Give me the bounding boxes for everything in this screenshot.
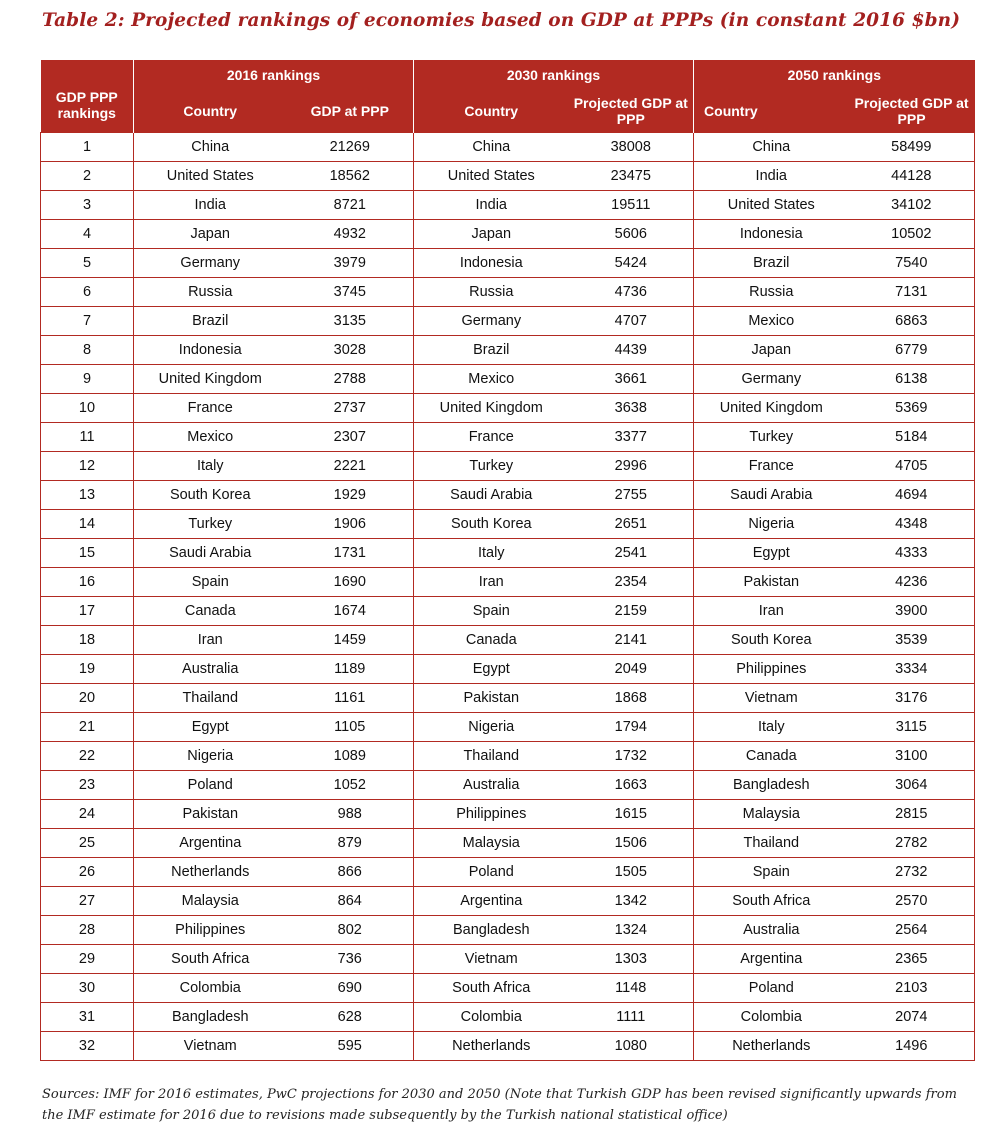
gdp-2030-cell: 2651 bbox=[569, 510, 694, 539]
gdp-2050-cell: 2815 bbox=[849, 800, 975, 829]
country-2030-cell: Turkey bbox=[414, 452, 569, 481]
gdp-2016-cell: 2221 bbox=[287, 452, 414, 481]
rank-cell: 11 bbox=[41, 423, 134, 452]
gdp-2030-cell: 2755 bbox=[569, 481, 694, 510]
country-2050-cell: Canada bbox=[694, 742, 849, 771]
gdp-2030-cell: 2159 bbox=[569, 597, 694, 626]
country-2030-cell: Nigeria bbox=[414, 713, 569, 742]
gdp-2016-cell: 4932 bbox=[287, 220, 414, 249]
gdp-2030-cell: 3638 bbox=[569, 394, 694, 423]
table-row bbox=[41, 423, 975, 452]
country-2050-cell: Indonesia bbox=[694, 220, 849, 249]
gdp-2050-cell: 10502 bbox=[849, 220, 975, 249]
country-2030-cell: Philippines bbox=[414, 800, 569, 829]
country-2030-cell: Colombia bbox=[414, 1003, 569, 1032]
gdp-2016-cell: 1052 bbox=[287, 771, 414, 800]
gdp-2050-cell: 4236 bbox=[849, 568, 975, 597]
country-2016-cell: Philippines bbox=[134, 916, 287, 945]
table-row bbox=[41, 771, 975, 800]
country-2050-cell: Turkey bbox=[694, 423, 849, 452]
country-2030-cell: Pakistan bbox=[414, 684, 569, 713]
country-2050-cell: Egypt bbox=[694, 539, 849, 568]
gdp-2030-cell: 1663 bbox=[569, 771, 694, 800]
rank-cell: 30 bbox=[41, 974, 134, 1003]
rank-cell: 1 bbox=[41, 133, 134, 162]
rank-cell: 12 bbox=[41, 452, 134, 481]
rank-cell: 13 bbox=[41, 481, 134, 510]
country-2016-cell: Thailand bbox=[134, 684, 287, 713]
table-row bbox=[41, 1032, 975, 1061]
header-gdp-2016: GDP at PPP bbox=[287, 90, 414, 133]
table-row bbox=[41, 162, 975, 191]
table-row bbox=[41, 974, 975, 1003]
rank-cell: 4 bbox=[41, 220, 134, 249]
sources-note: Sources: IMF for 2016 estimates, PwC projections for 2030 and 2050 (Note that Turkish GDP has been revised significantly upwards from the IMF estimate for 2016 due to revisions made subsequently by the Turkish national statistical office) bbox=[42, 1087, 957, 1123]
rank-cell: 7 bbox=[41, 307, 134, 336]
gdp-2030-cell: 1148 bbox=[569, 974, 694, 1003]
rank-cell: 16 bbox=[41, 568, 134, 597]
header-country-2030: Country bbox=[414, 90, 569, 133]
gdp-2030-cell: 1868 bbox=[569, 684, 694, 713]
country-2016-cell: Australia bbox=[134, 655, 287, 684]
table-row bbox=[41, 394, 975, 423]
country-2016-cell: Malaysia bbox=[134, 887, 287, 916]
gdp-2030-cell: 2141 bbox=[569, 626, 694, 655]
country-2030-cell: Iran bbox=[414, 568, 569, 597]
country-2050-cell: Argentina bbox=[694, 945, 849, 974]
country-2050-cell: Saudi Arabia bbox=[694, 481, 849, 510]
table-row bbox=[41, 887, 975, 916]
country-2030-cell: Mexico bbox=[414, 365, 569, 394]
country-2050-cell: Australia bbox=[694, 916, 849, 945]
country-2030-cell: Argentina bbox=[414, 887, 569, 916]
gdp-2050-cell: 5369 bbox=[849, 394, 975, 423]
gdp-2030-cell: 5606 bbox=[569, 220, 694, 249]
table-row bbox=[41, 307, 975, 336]
gdp-2030-cell: 1732 bbox=[569, 742, 694, 771]
country-2030-cell: Spain bbox=[414, 597, 569, 626]
country-2030-cell: Japan bbox=[414, 220, 569, 249]
country-2050-cell: United States bbox=[694, 191, 849, 220]
country-2050-cell: Poland bbox=[694, 974, 849, 1003]
gdp-2050-cell: 3176 bbox=[849, 684, 975, 713]
rank-cell: 22 bbox=[41, 742, 134, 771]
table-row bbox=[41, 684, 975, 713]
header-country-2050: Country bbox=[694, 90, 849, 133]
table-title: Table 2: Projected rankings of economies based on GDP at PPPs (in constant 2016 $bn) bbox=[42, 10, 961, 31]
rank-cell: 2 bbox=[41, 162, 134, 191]
country-2016-cell: Turkey bbox=[134, 510, 287, 539]
gdp-2050-cell: 5184 bbox=[849, 423, 975, 452]
gdp-2050-cell: 1496 bbox=[849, 1032, 975, 1061]
country-2030-cell: United States bbox=[414, 162, 569, 191]
country-2050-cell: Thailand bbox=[694, 829, 849, 858]
gdp-2050-cell: 2732 bbox=[849, 858, 975, 887]
gdp-2016-cell: 988 bbox=[287, 800, 414, 829]
gdp-2030-cell: 5424 bbox=[569, 249, 694, 278]
gdp-2016-cell: 628 bbox=[287, 1003, 414, 1032]
gdp-2016-cell: 3979 bbox=[287, 249, 414, 278]
country-2016-cell: India bbox=[134, 191, 287, 220]
gdp-2030-cell: 4736 bbox=[569, 278, 694, 307]
table-row bbox=[41, 916, 975, 945]
country-2030-cell: Italy bbox=[414, 539, 569, 568]
gdp-2016-cell: 1690 bbox=[287, 568, 414, 597]
country-2050-cell: Nigeria bbox=[694, 510, 849, 539]
country-2016-cell: Bangladesh bbox=[134, 1003, 287, 1032]
country-2016-cell: Spain bbox=[134, 568, 287, 597]
gdp-2050-cell: 4705 bbox=[849, 452, 975, 481]
country-2016-cell: Iran bbox=[134, 626, 287, 655]
gdp-2050-cell: 7540 bbox=[849, 249, 975, 278]
table-row bbox=[41, 249, 975, 278]
country-2016-cell: South Africa bbox=[134, 945, 287, 974]
gdp-2050-cell: 2074 bbox=[849, 1003, 975, 1032]
gdp-2030-cell: 1303 bbox=[569, 945, 694, 974]
rank-cell: 9 bbox=[41, 365, 134, 394]
country-2050-cell: Japan bbox=[694, 336, 849, 365]
gdp-2016-cell: 1906 bbox=[287, 510, 414, 539]
table-row bbox=[41, 481, 975, 510]
gdp-2016-cell: 866 bbox=[287, 858, 414, 887]
rank-cell: 25 bbox=[41, 829, 134, 858]
country-2030-cell: Bangladesh bbox=[414, 916, 569, 945]
country-2016-cell: Russia bbox=[134, 278, 287, 307]
country-2016-cell: Colombia bbox=[134, 974, 287, 1003]
header-gdp-2050: Projected GDP at PPP bbox=[849, 90, 975, 133]
gdp-2050-cell: 34102 bbox=[849, 191, 975, 220]
gdp-2050-cell: 44128 bbox=[849, 162, 975, 191]
country-2050-cell: Pakistan bbox=[694, 568, 849, 597]
gdp-2030-cell: 3377 bbox=[569, 423, 694, 452]
country-2030-cell: Vietnam bbox=[414, 945, 569, 974]
gdp-2016-cell: 3135 bbox=[287, 307, 414, 336]
header-gdp-2030: Projected GDP at PPP bbox=[569, 90, 694, 133]
gdp-2030-cell: 1615 bbox=[569, 800, 694, 829]
gdp-2030-cell: 4707 bbox=[569, 307, 694, 336]
table-body bbox=[41, 133, 975, 1061]
country-2030-cell: South Africa bbox=[414, 974, 569, 1003]
country-2016-cell: China bbox=[134, 133, 287, 162]
country-2016-cell: Argentina bbox=[134, 829, 287, 858]
gdp-2016-cell: 1459 bbox=[287, 626, 414, 655]
rank-cell: 28 bbox=[41, 916, 134, 945]
country-2030-cell: Netherlands bbox=[414, 1032, 569, 1061]
country-2016-cell: United Kingdom bbox=[134, 365, 287, 394]
table-row bbox=[41, 510, 975, 539]
gdp-2030-cell: 2541 bbox=[569, 539, 694, 568]
gdp-2050-cell: 2103 bbox=[849, 974, 975, 1003]
country-2030-cell: Saudi Arabia bbox=[414, 481, 569, 510]
gdp-2016-cell: 2737 bbox=[287, 394, 414, 423]
country-2030-cell: United Kingdom bbox=[414, 394, 569, 423]
table-row bbox=[41, 597, 975, 626]
table-row bbox=[41, 539, 975, 568]
table-row bbox=[41, 365, 975, 394]
country-2030-cell: Egypt bbox=[414, 655, 569, 684]
table-row bbox=[41, 655, 975, 684]
table-row bbox=[41, 220, 975, 249]
gdp-2050-cell: 6779 bbox=[849, 336, 975, 365]
rank-cell: 17 bbox=[41, 597, 134, 626]
country-2050-cell: India bbox=[694, 162, 849, 191]
country-2050-cell: Netherlands bbox=[694, 1032, 849, 1061]
gdp-2050-cell: 3064 bbox=[849, 771, 975, 800]
country-2030-cell: Brazil bbox=[414, 336, 569, 365]
gdp-2050-cell: 4694 bbox=[849, 481, 975, 510]
table-row bbox=[41, 742, 975, 771]
country-2030-cell: Australia bbox=[414, 771, 569, 800]
country-2030-cell: Malaysia bbox=[414, 829, 569, 858]
gdp-2050-cell: 3334 bbox=[849, 655, 975, 684]
rank-cell: 5 bbox=[41, 249, 134, 278]
gdp-2016-cell: 802 bbox=[287, 916, 414, 945]
gdp-2050-cell: 3900 bbox=[849, 597, 975, 626]
gdp-2050-cell: 58499 bbox=[849, 133, 975, 162]
country-2016-cell: South Korea bbox=[134, 481, 287, 510]
country-2030-cell: Canada bbox=[414, 626, 569, 655]
gdp-2050-cell: 4333 bbox=[849, 539, 975, 568]
table-row bbox=[41, 626, 975, 655]
gdp-2016-cell: 3745 bbox=[287, 278, 414, 307]
country-2016-cell: Netherlands bbox=[134, 858, 287, 887]
table-row bbox=[41, 800, 975, 829]
country-2016-cell: Japan bbox=[134, 220, 287, 249]
rank-cell: 24 bbox=[41, 800, 134, 829]
country-2030-cell: India bbox=[414, 191, 569, 220]
country-2016-cell: Vietnam bbox=[134, 1032, 287, 1061]
country-2030-cell: Russia bbox=[414, 278, 569, 307]
gdp-2016-cell: 2307 bbox=[287, 423, 414, 452]
gdp-2030-cell: 1342 bbox=[569, 887, 694, 916]
rank-cell: 6 bbox=[41, 278, 134, 307]
table-row bbox=[41, 191, 975, 220]
country-2016-cell: Canada bbox=[134, 597, 287, 626]
country-2016-cell: Brazil bbox=[134, 307, 287, 336]
country-2016-cell: Germany bbox=[134, 249, 287, 278]
table-row bbox=[41, 713, 975, 742]
country-2030-cell: China bbox=[414, 133, 569, 162]
gdp-2030-cell: 1506 bbox=[569, 829, 694, 858]
gdp-2016-cell: 879 bbox=[287, 829, 414, 858]
country-2050-cell: Italy bbox=[694, 713, 849, 742]
gdp-rankings-table bbox=[40, 60, 975, 1061]
gdp-2050-cell: 2564 bbox=[849, 916, 975, 945]
country-2030-cell: Germany bbox=[414, 307, 569, 336]
gdp-2030-cell: 38008 bbox=[569, 133, 694, 162]
gdp-2030-cell: 2996 bbox=[569, 452, 694, 481]
rank-cell: 32 bbox=[41, 1032, 134, 1061]
country-2016-cell: Italy bbox=[134, 452, 287, 481]
country-2050-cell: South Africa bbox=[694, 887, 849, 916]
gdp-2016-cell: 1674 bbox=[287, 597, 414, 626]
rank-cell: 15 bbox=[41, 539, 134, 568]
header-country-2016: Country bbox=[134, 90, 287, 133]
rank-cell: 27 bbox=[41, 887, 134, 916]
gdp-2016-cell: 2788 bbox=[287, 365, 414, 394]
country-2030-cell: Poland bbox=[414, 858, 569, 887]
gdp-2016-cell: 736 bbox=[287, 945, 414, 974]
table-row bbox=[41, 858, 975, 887]
gdp-2016-cell: 1161 bbox=[287, 684, 414, 713]
header-2016-rankings: 2016 rankings bbox=[134, 60, 414, 90]
table-row bbox=[41, 133, 975, 162]
gdp-2050-cell: 6863 bbox=[849, 307, 975, 336]
gdp-2050-cell: 7131 bbox=[849, 278, 975, 307]
rank-cell: 10 bbox=[41, 394, 134, 423]
country-2050-cell: Mexico bbox=[694, 307, 849, 336]
rank-cell: 3 bbox=[41, 191, 134, 220]
country-2016-cell: Indonesia bbox=[134, 336, 287, 365]
country-2030-cell: France bbox=[414, 423, 569, 452]
gdp-2016-cell: 3028 bbox=[287, 336, 414, 365]
country-2050-cell: Russia bbox=[694, 278, 849, 307]
gdp-2030-cell: 4439 bbox=[569, 336, 694, 365]
country-2016-cell: Saudi Arabia bbox=[134, 539, 287, 568]
gdp-2016-cell: 21269 bbox=[287, 133, 414, 162]
gdp-2030-cell: 23475 bbox=[569, 162, 694, 191]
gdp-2030-cell: 1080 bbox=[569, 1032, 694, 1061]
table-row bbox=[41, 945, 975, 974]
table-row bbox=[41, 829, 975, 858]
gdp-2030-cell: 3661 bbox=[569, 365, 694, 394]
country-2050-cell: Brazil bbox=[694, 249, 849, 278]
rank-cell: 20 bbox=[41, 684, 134, 713]
rank-cell: 8 bbox=[41, 336, 134, 365]
table-row bbox=[41, 336, 975, 365]
country-2050-cell: South Korea bbox=[694, 626, 849, 655]
gdp-2050-cell: 3100 bbox=[849, 742, 975, 771]
header-2050-rankings: 2050 rankings bbox=[694, 60, 975, 90]
gdp-2016-cell: 864 bbox=[287, 887, 414, 916]
country-2016-cell: Nigeria bbox=[134, 742, 287, 771]
gdp-2050-cell: 3539 bbox=[849, 626, 975, 655]
gdp-2030-cell: 1324 bbox=[569, 916, 694, 945]
table-row bbox=[41, 278, 975, 307]
country-2016-cell: Egypt bbox=[134, 713, 287, 742]
rank-cell: 23 bbox=[41, 771, 134, 800]
country-2016-cell: United States bbox=[134, 162, 287, 191]
gdp-2050-cell: 4348 bbox=[849, 510, 975, 539]
country-2030-cell: South Korea bbox=[414, 510, 569, 539]
rank-cell: 26 bbox=[41, 858, 134, 887]
gdp-2030-cell: 2049 bbox=[569, 655, 694, 684]
gdp-2030-cell: 19511 bbox=[569, 191, 694, 220]
gdp-2016-cell: 595 bbox=[287, 1032, 414, 1061]
rank-cell: 18 bbox=[41, 626, 134, 655]
country-2050-cell: Spain bbox=[694, 858, 849, 887]
country-2050-cell: Malaysia bbox=[694, 800, 849, 829]
gdp-2030-cell: 1111 bbox=[569, 1003, 694, 1032]
table-row bbox=[41, 568, 975, 597]
country-2050-cell: United Kingdom bbox=[694, 394, 849, 423]
gdp-2016-cell: 1731 bbox=[287, 539, 414, 568]
rank-cell: 14 bbox=[41, 510, 134, 539]
country-2050-cell: Colombia bbox=[694, 1003, 849, 1032]
country-2016-cell: Poland bbox=[134, 771, 287, 800]
country-2030-cell: Thailand bbox=[414, 742, 569, 771]
gdp-2016-cell: 18562 bbox=[287, 162, 414, 191]
gdp-2016-cell: 1105 bbox=[287, 713, 414, 742]
country-2050-cell: Philippines bbox=[694, 655, 849, 684]
gdp-2016-cell: 8721 bbox=[287, 191, 414, 220]
gdp-2016-cell: 1929 bbox=[287, 481, 414, 510]
rank-header: GDP PPP rankings bbox=[41, 60, 134, 133]
gdp-2030-cell: 2354 bbox=[569, 568, 694, 597]
gdp-2050-cell: 2365 bbox=[849, 945, 975, 974]
rank-cell: 19 bbox=[41, 655, 134, 684]
gdp-2050-cell: 3115 bbox=[849, 713, 975, 742]
gdp-2030-cell: 1794 bbox=[569, 713, 694, 742]
country-2016-cell: France bbox=[134, 394, 287, 423]
gdp-2016-cell: 1189 bbox=[287, 655, 414, 684]
country-2050-cell: Iran bbox=[694, 597, 849, 626]
table-row bbox=[41, 1003, 975, 1032]
country-2030-cell: Indonesia bbox=[414, 249, 569, 278]
rank-cell: 21 bbox=[41, 713, 134, 742]
country-2050-cell: China bbox=[694, 133, 849, 162]
gdp-2050-cell: 2570 bbox=[849, 887, 975, 916]
table-row bbox=[41, 452, 975, 481]
gdp-2050-cell: 2782 bbox=[849, 829, 975, 858]
country-2050-cell: Bangladesh bbox=[694, 771, 849, 800]
gdp-2016-cell: 1089 bbox=[287, 742, 414, 771]
country-2016-cell: Pakistan bbox=[134, 800, 287, 829]
rank-cell: 31 bbox=[41, 1003, 134, 1032]
rank-cell: 29 bbox=[41, 945, 134, 974]
gdp-2050-cell: 6138 bbox=[849, 365, 975, 394]
country-2050-cell: Vietnam bbox=[694, 684, 849, 713]
country-2050-cell: Germany bbox=[694, 365, 849, 394]
header-2030-rankings: 2030 rankings bbox=[414, 60, 694, 90]
country-2050-cell: France bbox=[694, 452, 849, 481]
gdp-2030-cell: 1505 bbox=[569, 858, 694, 887]
gdp-2016-cell: 690 bbox=[287, 974, 414, 1003]
country-2016-cell: Mexico bbox=[134, 423, 287, 452]
